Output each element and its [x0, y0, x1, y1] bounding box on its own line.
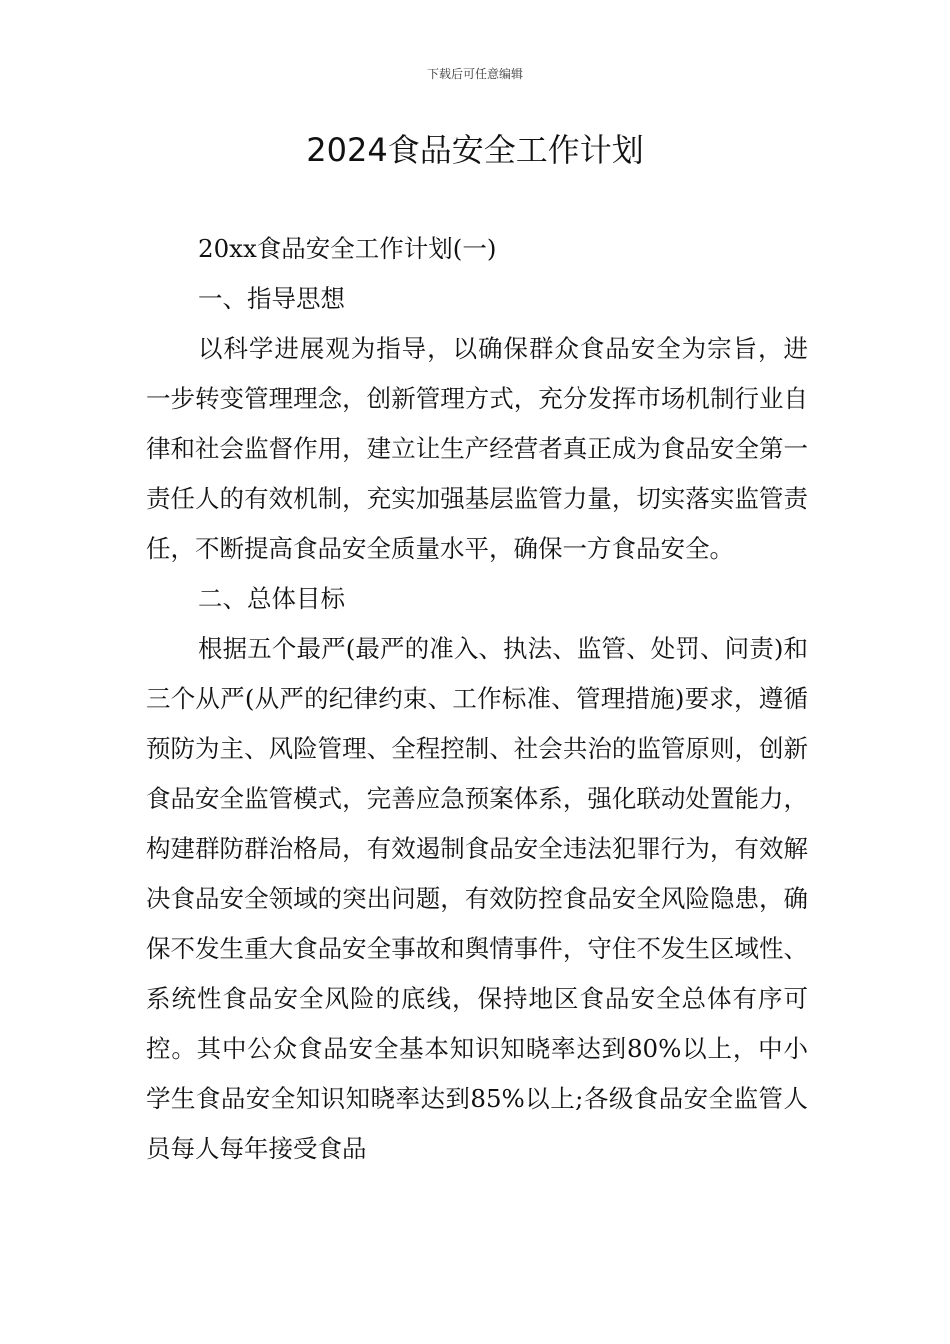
document-body: [146, 224, 808, 1174]
section-heading-overall-goal: 二、总体目标: [198, 584, 345, 613]
section-heading-guiding-ideology: 一、指导思想: [198, 284, 345, 313]
paragraph-overall-goal: 根据五个最严(最严的准入、执法、监管、处罚、问责)和三个从严(从严的纪律约束、工作标准、管理措施)要求，遵循预防为主、风险管理、全程控制、社会共治的监管原则，创新食品安全监管模式，完善应急预案体系，强化联动处置能力，构建群防群治格局，有效遏制食品安全违法犯罪行为，有效解决食品安全领域的突出问题，有效防控食品安全风险隐患，确保不发生重大食品安全事故和舆情事件，守住不发生区域性、系统性食品安全风险的底线，保持地区食品安全总体有序可控。其中公众食品安全基本知识知晓率达到80%以上，中小学生食品安全知识知晓率达到85%以上;各级食品安全监管人员每人每年接受食品: [146, 634, 808, 1163]
document-title: 2024食品安全工作计划: [306, 131, 644, 169]
section-subtitle: 20xx食品安全工作计划(一): [198, 234, 497, 263]
paragraph-guiding-ideology: 以科学进展观为指导，以确保群众食品安全为宗旨，进一步转变管理理念，创新管理方式，充分发挥市场机制行业自律和社会监督作用，建立让生产经营者真正成为食品安全第一责任人的有效机制，充实加强基层监管力量，切实落实监管责任，不断提高食品安全质量水平，确保一方食品安全。: [146, 334, 808, 563]
header-note: 下载后可任意编辑: [426, 67, 523, 81]
